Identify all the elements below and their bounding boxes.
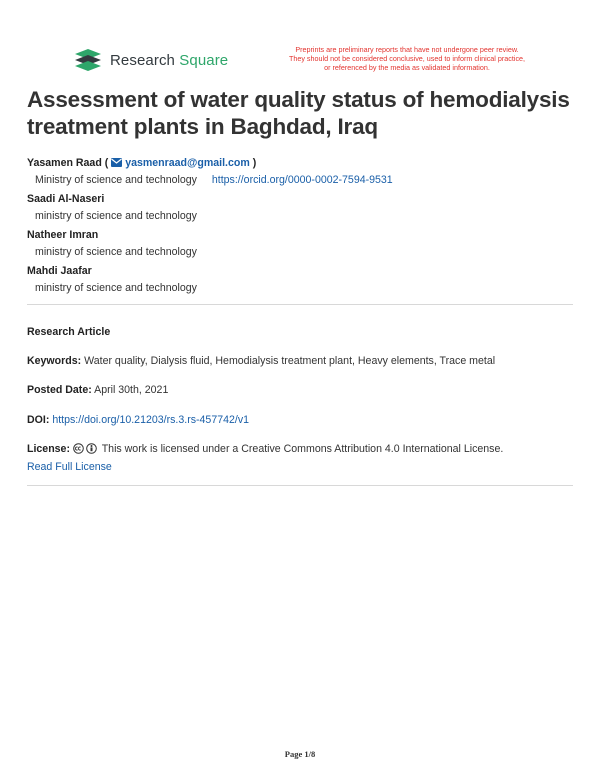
paper-title: Assessment of water quality status of hemodialysis treatment plants in Baghdad, Iraq (27, 87, 570, 139)
orcid-link[interactable]: https://orcid.org/0000-0002-7594-9531 (211, 174, 393, 186)
author-name: Mahdi Jaafar (27, 265, 92, 277)
doi-label: DOI: (27, 414, 50, 426)
doi-link[interactable]: https://doi.org/10.21203/rs.3.rs-457742/v1 (52, 414, 250, 426)
license (27, 443, 587, 455)
keywords-label: Keywords: (27, 355, 82, 367)
license-link-row (27, 461, 587, 473)
research-square-logo-icon (74, 49, 102, 71)
author-affiliation: Ministry of science and technology https://orcid.org/0000-0002-7594-9531 (35, 174, 393, 186)
notice-line: They should not be considered conclusive, used to inform clinical practice, (288, 54, 526, 64)
license-text: This work is licensed under a Creative Commons Attribution 4.0 International License. (101, 443, 504, 455)
doi (27, 414, 587, 426)
preprint-notice (272, 45, 542, 73)
author-name: Natheer Imran (27, 229, 99, 241)
author-list (27, 154, 587, 298)
by-icon (86, 443, 97, 454)
keywords-value: Water quality, Dialysis fluid, Hemodialysis treatment plant, Heavy elements, Trace metal (84, 355, 496, 367)
article-type: Research Article (27, 326, 111, 338)
read-full-license-link[interactable]: Read Full License (27, 461, 112, 473)
envelope-icon (111, 158, 122, 167)
author-name: Yasamen Raad ( yasmenraad@gmail.com ) (27, 157, 257, 169)
cc-icon (73, 443, 84, 454)
posted-date-value: April 30th, 2021 (94, 384, 169, 396)
posted-date (27, 384, 587, 396)
keywords (27, 355, 587, 367)
divider (27, 485, 573, 486)
divider (27, 304, 573, 305)
author-name: Saadi Al-Naseri (27, 193, 105, 205)
author-affiliation: ministry of science and technology (35, 246, 197, 258)
notice-line: Preprints are preliminary reports that have not undergone peer review. (295, 45, 519, 54)
author-affiliation: ministry of science and technology (35, 210, 197, 222)
logo-wordmark: Research Square (110, 51, 229, 69)
author-email-link[interactable]: yasmenraad@gmail.com (111, 157, 252, 169)
page-number: Page 1/8 (284, 749, 316, 759)
posted-date-label: Posted Date: (27, 384, 92, 396)
notice-line: or referenced by the media as validated information. (324, 63, 490, 73)
license-label: License: (27, 443, 70, 455)
author-affiliation: ministry of science and technology (35, 282, 197, 294)
research-square-logo[interactable] (74, 48, 228, 72)
